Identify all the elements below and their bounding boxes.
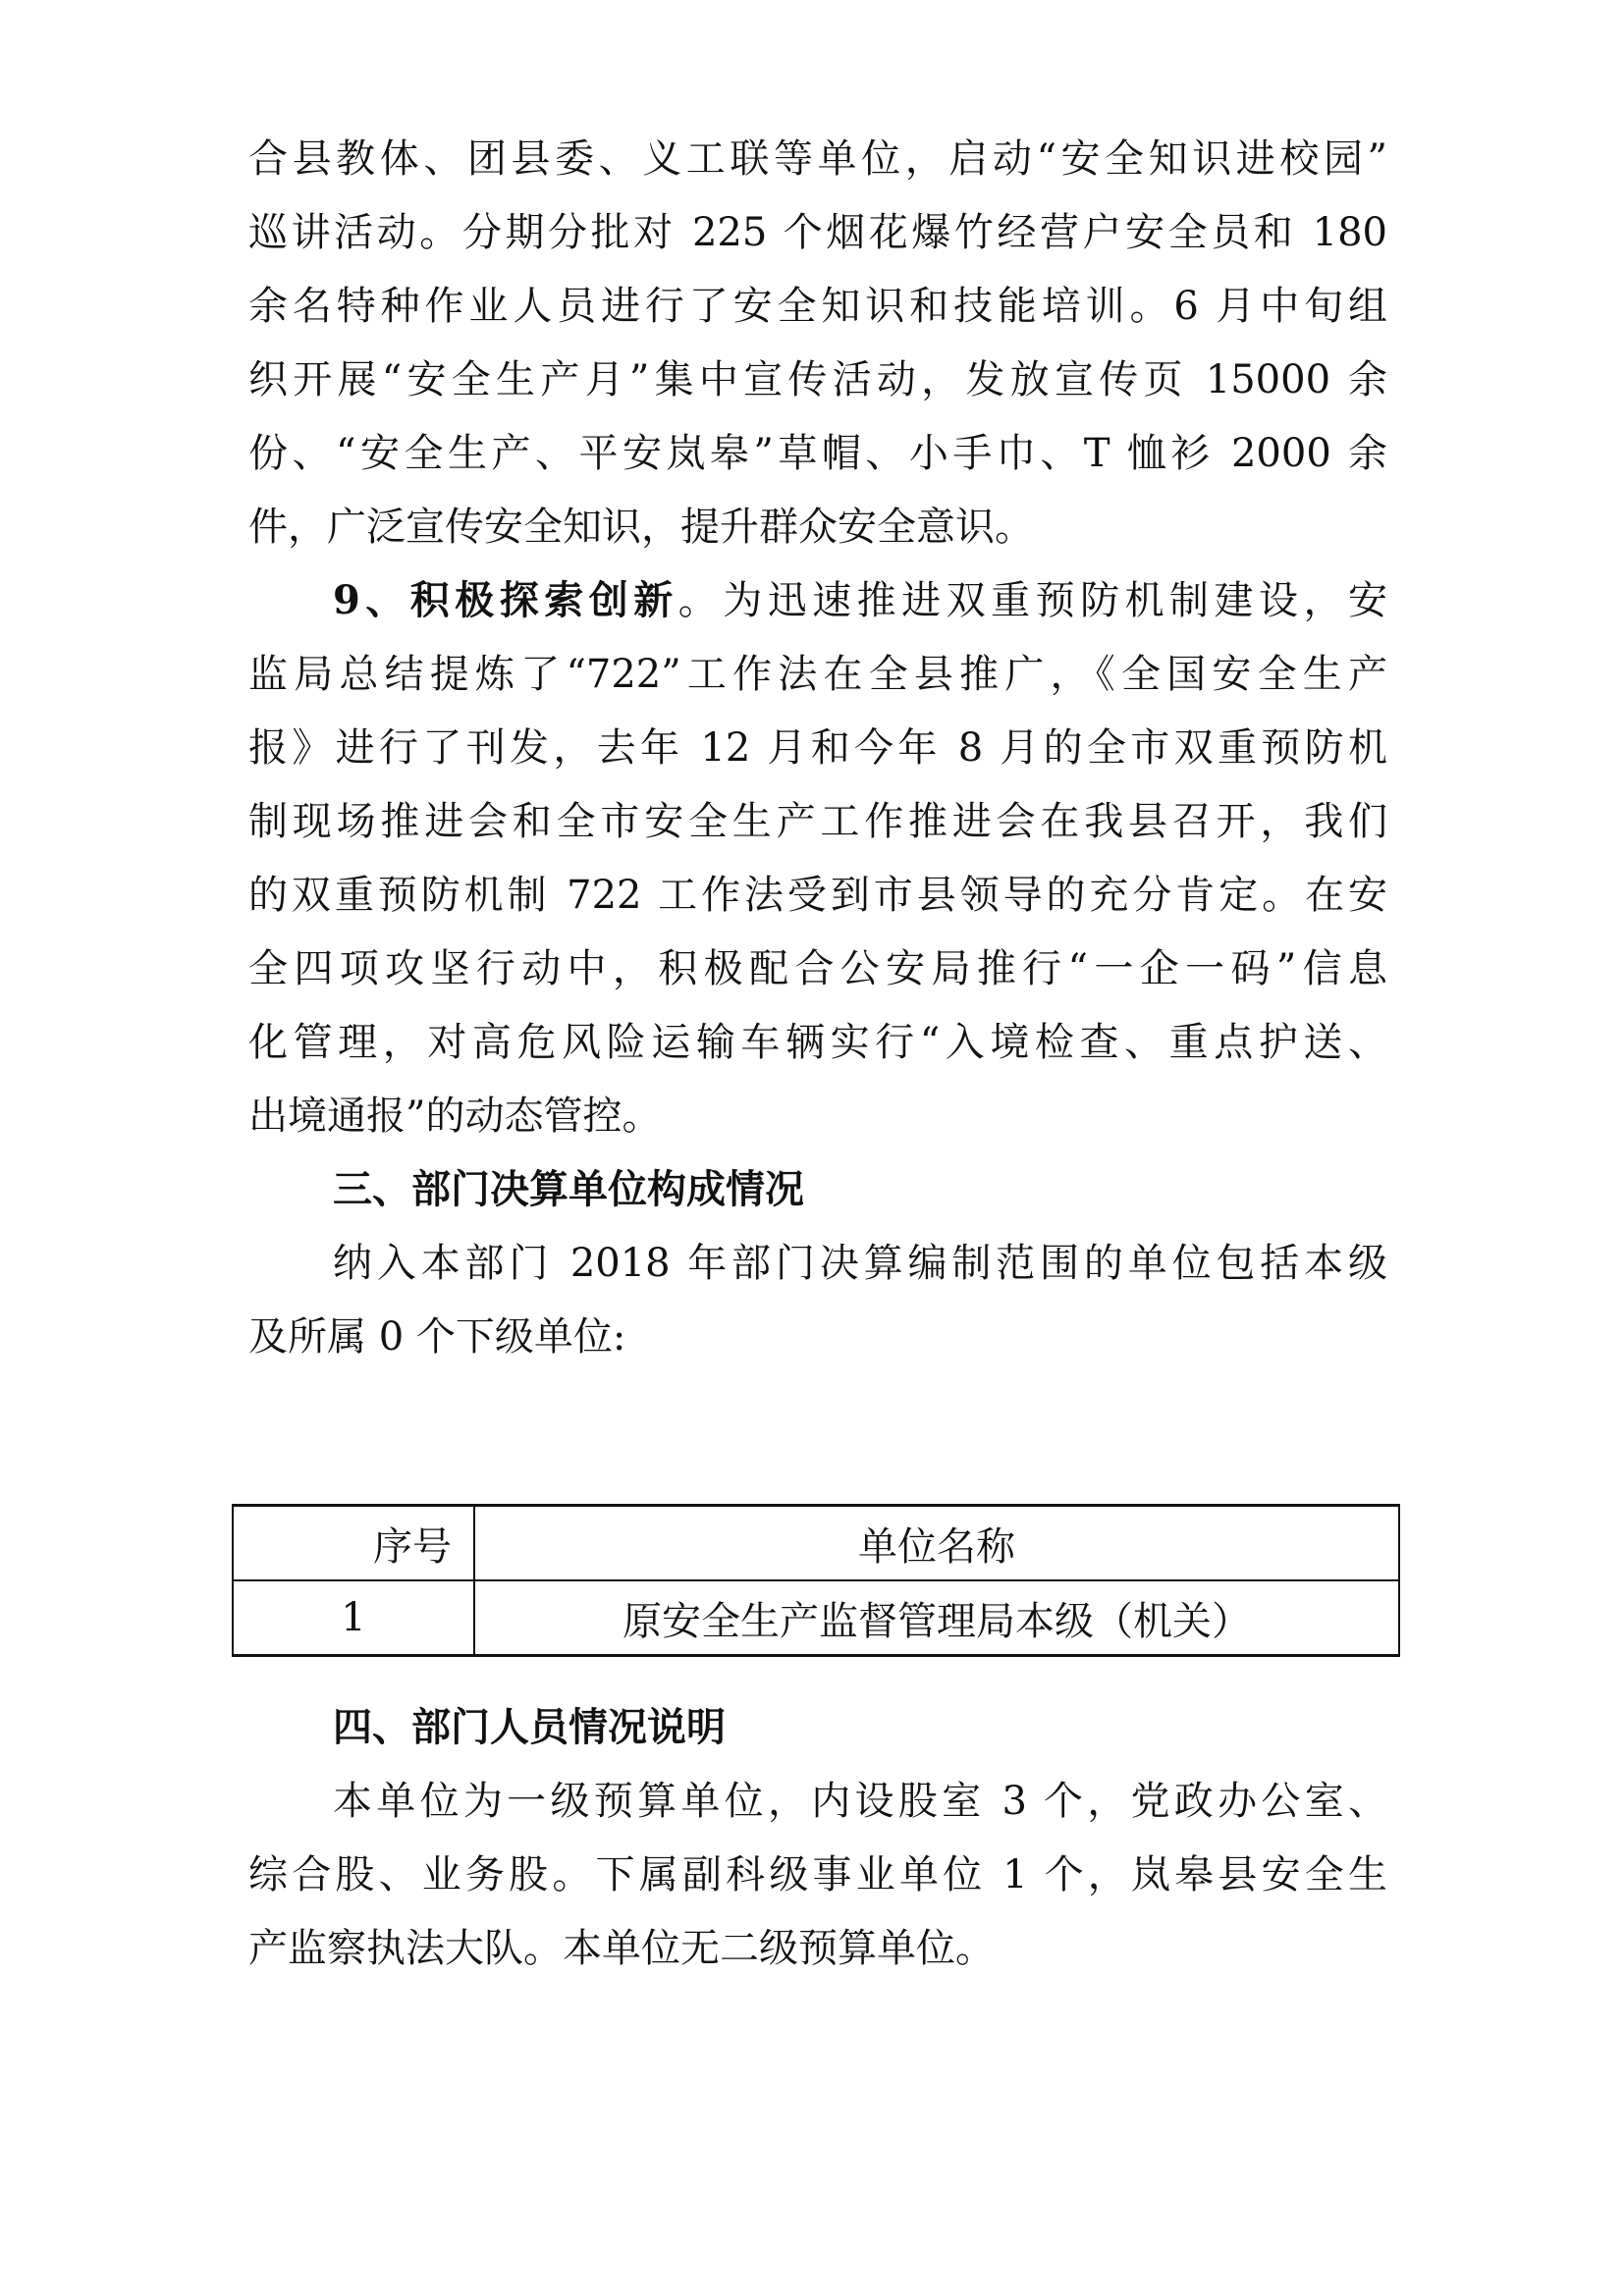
paragraph-9-first-line-text: 。为迅速推进双重预防机制建设，安 [677, 578, 1387, 623]
table-header-unit-name: 单位名称 [474, 1506, 1399, 1581]
section-3-heading: 三、部门决算单位构成情况 [333, 1166, 804, 1212]
body-text-line: 监局总结提炼了“722”工作法在全县推广，《全国安全生产 [248, 652, 1387, 697]
body-text-line: 综合股、业务股。下属副科级事业单位 1 个，岚皋县安全生 [248, 1852, 1387, 1897]
paragraph-9-lead: 9、积极探索创新 [333, 577, 678, 623]
section-3-intro-line: 及所属 0 个下级单位: [248, 1314, 626, 1360]
table-row [233, 1580, 1399, 1656]
section-3-intro-line: 纳入本部门 2018 年部门决算编制范围的单位包括本级 [333, 1241, 1387, 1286]
body-text-line: 织开展“安全生产月”集中宣传活动，发放宣传页 15000 余 [248, 357, 1387, 402]
body-text-line: 巡讲活动。分期分批对 225 个烟花爆竹经营户安全员和 180 [248, 210, 1387, 255]
body-text-line: 化管理，对高危风险运输车辆实行“入境检查、重点护送、 [248, 1020, 1387, 1065]
table-cell-seq: 1 [233, 1580, 474, 1656]
body-text-line: 合县教体、团县委、义工联等单位，启动“安全知识进校园” [248, 136, 1387, 182]
body-text-line: 本单位为一级预算单位，内设股室 3 个，党政办公室、 [333, 1779, 1387, 1824]
body-text-line: 的双重预防机制 722 工作法受到市县领导的充分肯定。在安 [248, 873, 1387, 918]
body-text-line: 产监察执法大队。本单位无二级预算单位。 [248, 1926, 995, 1971]
table-header-row [233, 1506, 1399, 1581]
body-text-line: 制现场推进会和全市安全生产工作推进会在我县召开，我们 [248, 799, 1387, 844]
table-cell-unit-name: 原安全生产监督管理局本级（机关） [474, 1580, 1399, 1656]
table-header-seq: 序号 [233, 1506, 474, 1581]
body-text-line: 报》进行了刊发，去年 12 月和今年 8 月的全市双重预防机 [248, 725, 1387, 771]
body-text-line: 出境通报”的动态管控。 [248, 1094, 662, 1139]
paragraph-9-first-line [333, 571, 1387, 630]
body-text-line: 全四项攻坚行动中，积极配合公安局推行“一企一码”信息 [248, 946, 1387, 991]
body-text-line: 件，广泛宣传安全知识，提升群众安全意识。 [248, 505, 1034, 550]
body-text-line: 余名特种作业人员进行了安全知识和技能培训。6 月中旬组 [248, 284, 1387, 329]
section-4-heading: 四、部门人员情况说明 [333, 1704, 726, 1750]
body-text-line: 份、“安全生产、平安岚皋”草帽、小手巾、T 恤衫 2000 余 [248, 431, 1387, 476]
unit-composition-table [232, 1504, 1400, 1657]
